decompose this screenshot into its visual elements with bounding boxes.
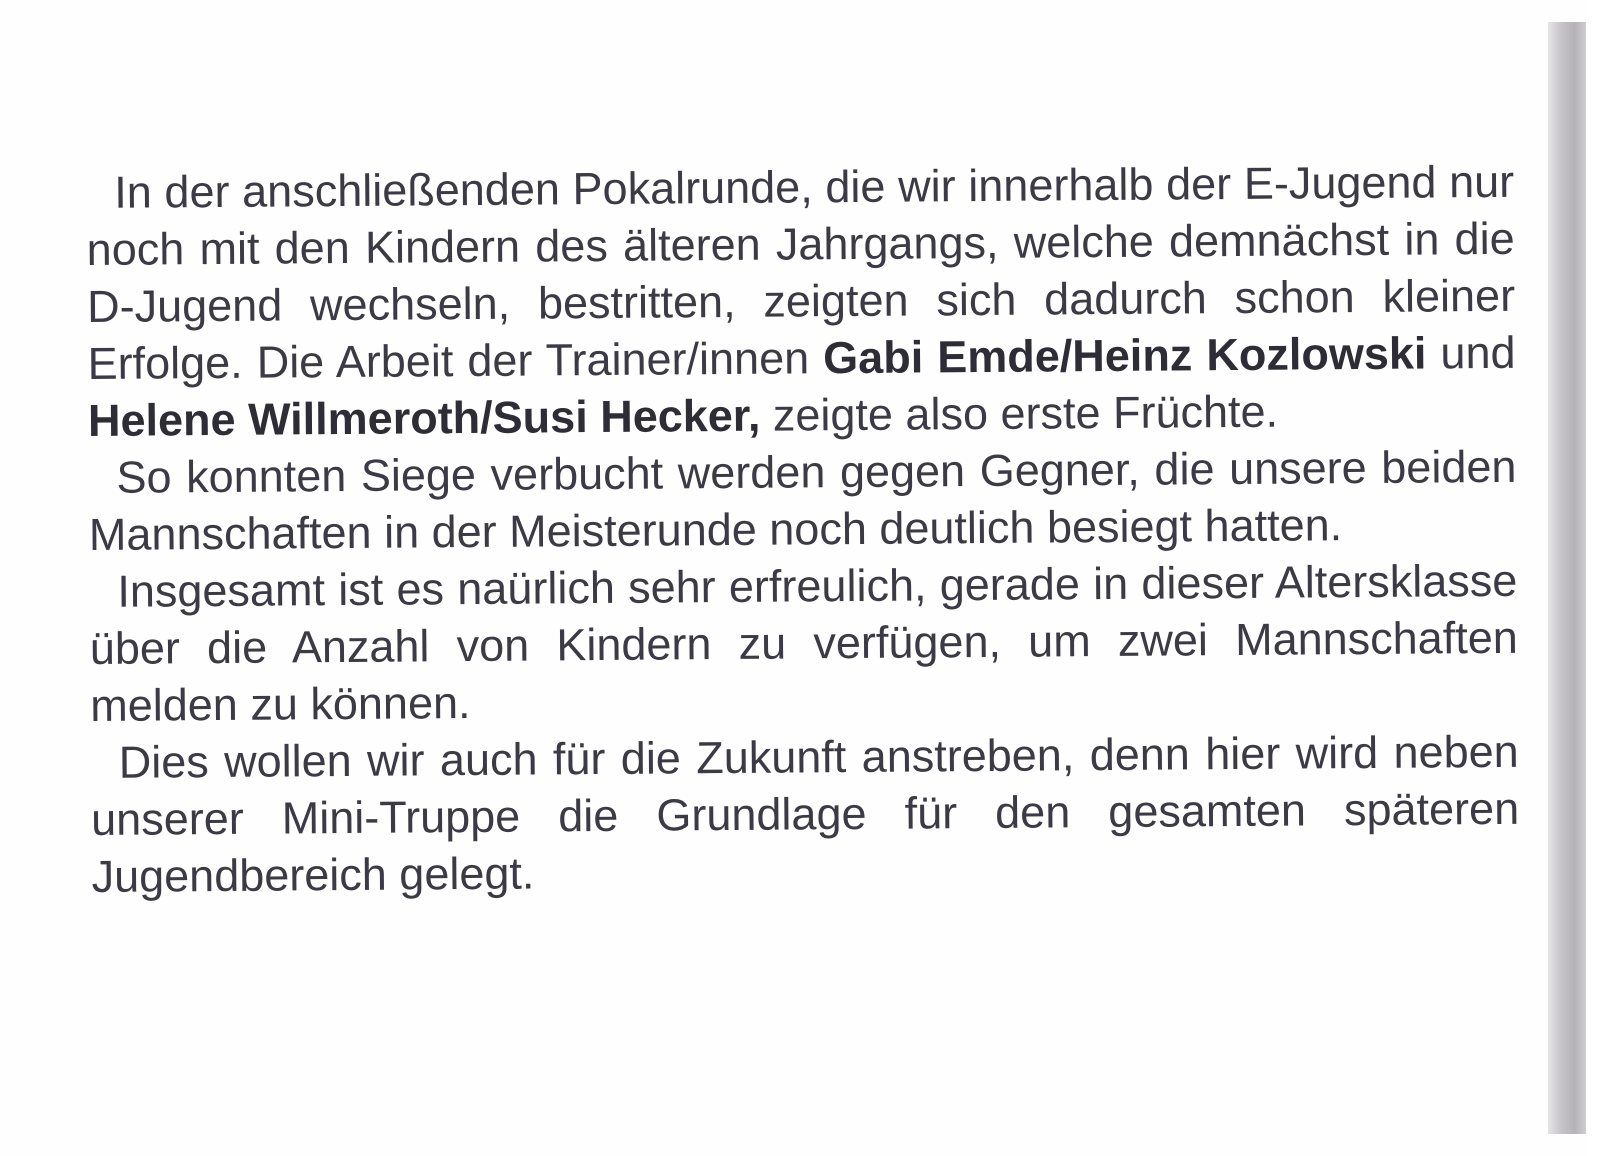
page-edge [1586, 0, 1600, 1156]
body-text [86, 153, 1520, 905]
paragraph-2 [88, 438, 1517, 563]
bold-names-segment: Gabi Emde/Heinz Kozlowski [822, 327, 1427, 384]
paragraph-4 [90, 723, 1519, 905]
text-segment: So konnten Siege verbucht werden gegen Gegner, die unsere beiden Mannschaften in der Meisterunde noch deutlich besiegt hatten. [88, 440, 1517, 560]
text-segment: Insgesamt ist es naürlich sehr erfreulich, gerade in dieser Altersklasse über die Anzahl von Kindern zu verfügen, um zwei Mannschaften melden zu können. [89, 554, 1518, 731]
text-segment: zeigte also erste Früchte. [760, 385, 1279, 441]
text-segment: In der anschließenden Pokalrunde, die wir innerhalb der E-Jugend nur noch mit den Kindern des älteren Jahrgangs, welche demnächst in die D-Jugend wechseln, bestritten, zeigten sich dadurch schon kleiner Erfolge. Die Arbeit der Trainer/innen [86, 155, 1516, 389]
paragraph-1 [86, 153, 1516, 449]
paragraph-3 [89, 552, 1518, 734]
text-segment: und [1426, 326, 1516, 379]
bold-names-segment: Helene Willmeroth/Susi Hecker, [87, 389, 761, 446]
text-segment: Dies wollen wir auch für die Zukunft anstreben, denn hier wird neben unserer Mini-Truppe die Grundlage für den gesamten späteren Jugendbereich gelegt. [90, 725, 1520, 902]
page-binding-shadow [1548, 22, 1586, 1134]
